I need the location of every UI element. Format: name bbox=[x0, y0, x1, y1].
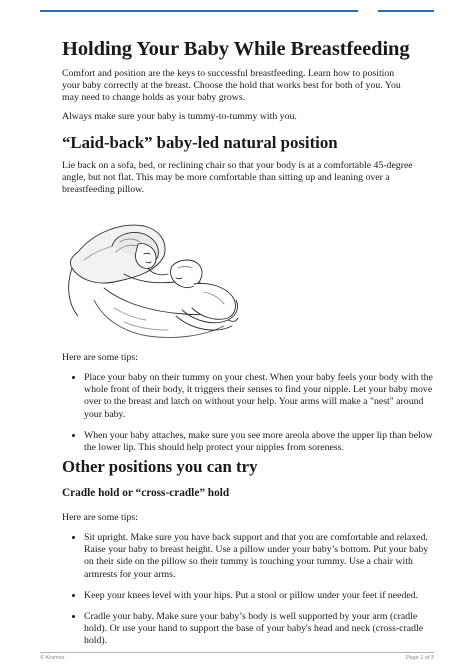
footer-copyright: © Krames bbox=[40, 655, 65, 661]
list-item: • When your baby attaches, make sure you see more areola above the upper lip than below the lower lip. This should help protect your nipples from soreness. bbox=[84, 430, 436, 454]
intro-paragraph: Comfort and position are the keys to successful breastfeeding. Learn how to position your baby correctly at the breast. Choose the hold that works best for both of you. You may need to change holds as your baby grows. bbox=[62, 68, 401, 104]
header-rule-right bbox=[378, 10, 434, 12]
tips-list-laid-back bbox=[62, 372, 436, 463]
section-heading-laid-back: “Laid-back” baby-led natural position bbox=[62, 133, 338, 152]
tips-intro-laid-back: Here are some tips: bbox=[62, 352, 138, 363]
list-item: • Cradle your baby. Make sure your baby’s body is well supported by your arm (cradle hold). Or use your hand to support the base of your baby's head and neck (cross-cradle hold). bbox=[84, 611, 436, 648]
footer-rule bbox=[40, 652, 434, 653]
section-body-laid-back: Lie back on a sofa, bed, or reclining chair so that your body is at a comfortable 45-degree angle, but not flat. This may be more comfortable than sitting up and leaning over a breastfeeding pillow. bbox=[62, 160, 413, 196]
tips-intro-cradle: Here are some tips: bbox=[62, 512, 138, 523]
intro-note: Always make sure your baby is tummy-to-tummy with you. bbox=[62, 111, 297, 122]
list-item: • Keep your knees level with your hips. Put a stool or pillow under your feet if needed. bbox=[84, 590, 436, 602]
footer-page-number: Page 1 of 3 bbox=[405, 655, 434, 661]
subheading-cradle-hold: Cradle hold or “cross-cradle” hold bbox=[62, 487, 230, 499]
page-footer bbox=[40, 652, 434, 661]
list-item: • Place your baby on their tummy on your chest. When your baby feels your body with the whole front of their body, it triggers their senses to find your nipple. Let your baby move over to the breast and latch on without your help. Your arms will make a "nest" around your baby. bbox=[84, 372, 436, 421]
list-item: • Sit upright. Make sure you have back support and that you are comfortable and relaxed. Raise your baby to breast height. Use a pillow under your baby’s bottom. Put your baby on their side on the pillow so their tummy is touching your tummy. Use a chair with armrests for your arms. bbox=[84, 532, 436, 581]
page-title: Holding Your Baby While Breastfeeding bbox=[62, 38, 410, 60]
laid-back-breastfeeding-illustration bbox=[64, 212, 244, 346]
tips-list-cradle bbox=[62, 532, 436, 657]
header-rule-left bbox=[40, 10, 358, 12]
section-heading-other-positions: Other positions you can try bbox=[62, 457, 258, 476]
